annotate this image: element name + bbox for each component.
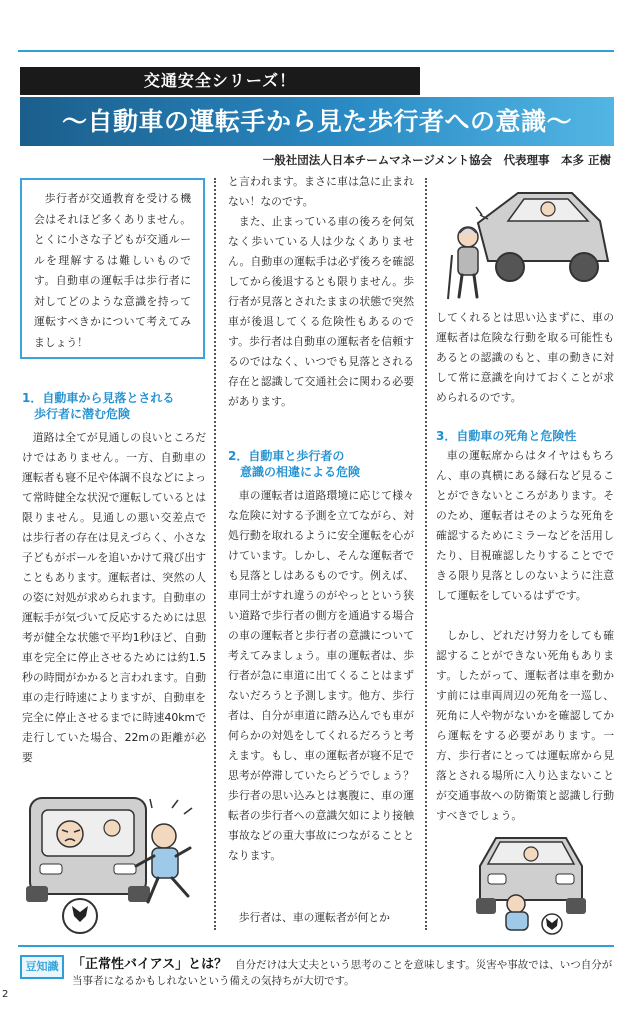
page-number: 2 — [2, 989, 9, 1000]
column3-paragraph: してくれるとは思い込まずに、車の運転者は危険な行動を取る可能性もあるとの認識のもと、車の動きに対して常に意識を向けておくことが求められるのです。 — [436, 311, 614, 404]
article-header — [20, 67, 614, 146]
section1-heading — [22, 390, 208, 422]
section3-paragraph-a: 車の運転席からはタイヤはもちろん、車の真横にある縁石など見ることができないところがあります。そのため、運転者はそのような死角を確認するためにミラーなどを活用したり、目視確認したりすることでできる限り見落としのないように注意して運転をしているはずです。 — [436, 449, 614, 602]
column2-paragraph-b: また、止まっている車の後ろを何気なく歩いている人は少なくありません。自動車の運転手は必ず後ろを確認してから後退するとも限りません。歩行者が見落とされたままの状態で突然車が後退してくる危険性もあるのです。歩行者は自動車の運転者を信頼するのではなく、いつでも見落とされる存在と認識して交通社会に関わる必要があります。 — [228, 215, 414, 408]
section1-paragraph: 道路は全てが見通しの良いところだけではありません。一方、自動車の運転者も寝不足や体調不良などによって常時健全な状況で運転しているとは限りません。見通しの悪い交差点では歩行者の存在は見えづらく、小さな子どもがボールを追いかけて飛び出すこともあります。運転者は、突然の人の姿に対処が求められます。自動車の運転手が気づいて反応するためには思考が健全な状態で平均1秒ほど、自動車を完全に停止させるためには約1.5秒の時間がかかると言われます。自動車の走行時速によりますが、自動車を完全に停止させるまでに時速40kmで走行していた場合、22mの距離が必要 — [22, 431, 206, 764]
column-divider-right — [425, 178, 427, 930]
section2-heading — [228, 448, 414, 480]
trivia-text — [72, 957, 617, 989]
section2-heading-line2: 意識の相違による危険 — [240, 465, 361, 479]
section3-heading: 3．自動車の死角と危険性 — [436, 429, 577, 443]
section2-heading-line1: 2．自動車と歩行者の — [228, 449, 345, 463]
intro-box — [20, 178, 205, 359]
trivia-badge: 豆知識 — [20, 955, 64, 979]
section2-paragraph-a: 車の運転者は道路環境に応じて様々な危険に対する予測を立てながら、対処行動を取れるように安全運転を心がけています。しかし、そんな運転者でも見落としはあるものです。例えば、車同士がすれ違うのがやっとという狭い道路で歩行者の側方を通過する場合の車の運転者と歩行者の意識について考えてみましょう。車の運転者は、歩行者が急に車道に出てくることはまずないだろうと予測します。他方、歩行者は、自分が車道に踏み込んでも車が何らかの対処をしてくれるだろうと考えます。もし、車の運転者が寝不足で思考が停滞していたらどうでしょう？ 歩行者の思い込みとは裏腹に、車の運転者の歩行者への意識欠如により接触事故などの重大事故につながることとなります。 — [228, 489, 425, 862]
bottom-rule — [18, 945, 614, 947]
trivia-title: 「正常性バイアス」とは？ — [72, 957, 228, 972]
elderly-pedestrian-and-car-illustration — [438, 175, 614, 303]
section1-heading-line1: 1．自動車から見落とされる — [22, 391, 175, 405]
author-byline: 一般社団法人日本チームマネージメント協会 代表理事 本多 正樹 — [262, 153, 611, 167]
top-rule — [18, 50, 614, 52]
column-divider-left — [214, 178, 216, 930]
section2-paragraph-b: 歩行者は、車の運転者が何とか — [238, 911, 390, 924]
section3-paragraph-b: しかし、どれだけ努力をしても確認することができない死角もあります。したがって、運転者は車を動かす前には車両周辺の死角を一巡し、死角に人や物がないかを確認してから運転をする必要があります。一方、歩行者にとっては運転席から見落とされる場所に入り込まないことが交通事故への防衛策と認識し行動すべきでしょう。 — [436, 629, 614, 822]
trivia-body: 自分だけは大丈夫という思考のことを意味します。災害や事故では、いつ自分が当事者になるかもしれないという備えの気持ちが大切です。 — [72, 959, 613, 987]
section1-heading-line2: 歩行者に潜む危険 — [34, 407, 131, 421]
car-blind-spot-illustration — [456, 820, 606, 938]
series-label: 交通安全シリーズ！ — [20, 67, 420, 95]
article-title: 〜自動車の運転手から見た歩行者への意識〜 — [20, 97, 614, 146]
column2-paragraph-a: と言われます。まさに車は急に止まれない！なのです。 — [228, 175, 414, 208]
intro-text: 歩行者が交通教育を受ける機会はそれほど多くありません。とくに小さな子どもが交通ルールを理解するは難しいものです。自動車の運転手は歩行者に対してどのような意識を持って運転すべきかについて考えてみましょう！ — [34, 192, 191, 349]
child-chasing-ball-illustration — [22, 778, 208, 936]
